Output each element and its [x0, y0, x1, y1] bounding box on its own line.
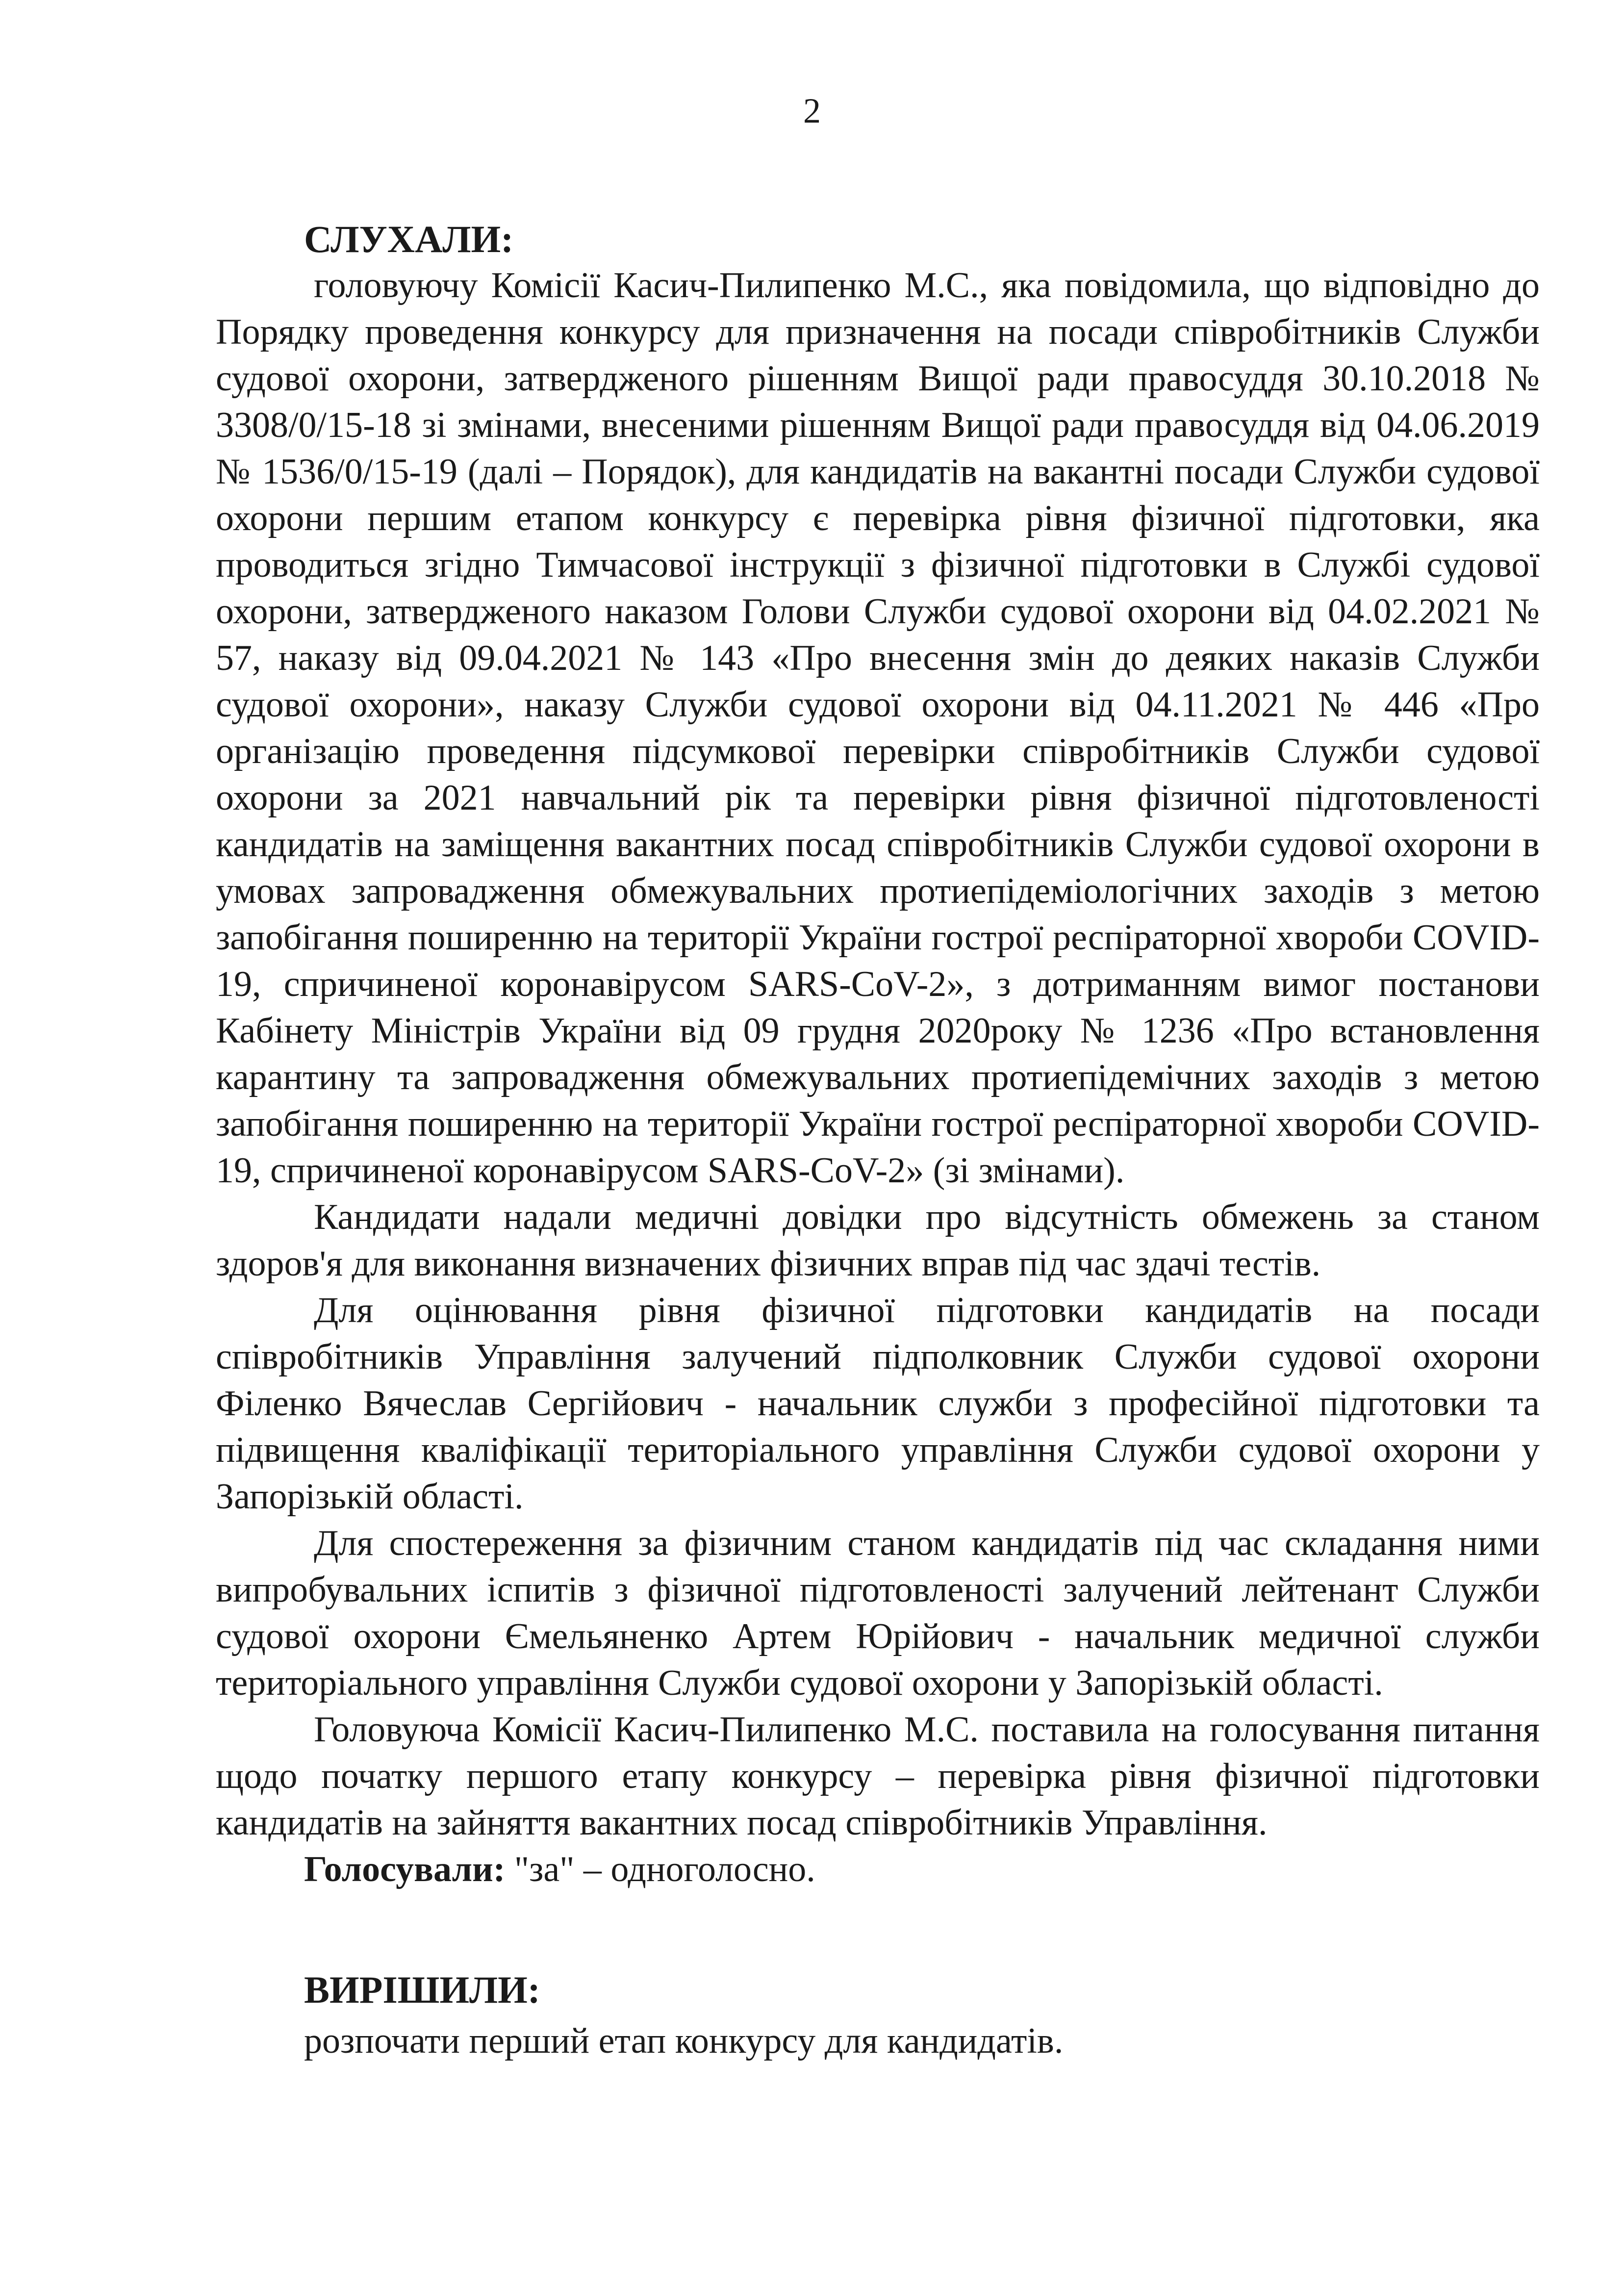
- decision-text: розпочати перший етап конкурсу для кандидатів.: [304, 2021, 1064, 2061]
- heard-heading: СЛУХАЛИ:: [304, 218, 514, 260]
- vote-line: [304, 1846, 1540, 1893]
- decided-heading: ВИРІШИЛИ:: [304, 1968, 540, 2011]
- page-number: 2: [803, 91, 821, 130]
- vote-result: "за" – одноголосно.: [505, 1849, 815, 1889]
- document-body: [216, 216, 1540, 2065]
- paragraph-assessor: Для оцінювання рівня фізичної підготовки кандидатів на посади співробітників Управління залучений підполковник Служби судової охорони Філенко Вячеслав Сергійович - начальник служби з професійної підготовки та підвищення кваліфікації територіального управління Служби судової охорони у Запорізькій області.: [216, 1290, 1540, 1517]
- paragraph-vote-proposal: Головуюча Комісії Касич-Пилипенко М.С. поставила на голосування питання щодо початку першого етапу конкурсу – перевірка рівня фізичної підготовки кандидатів на зайняття вакантних посад співробітників Управління.: [216, 1709, 1540, 1843]
- paragraph-medical-certificates: Кандидати надали медичні довідки про відсутність обмежень за станом здоров'я для виконання визначених фізичних вправ під час здачі тестів.: [216, 1197, 1540, 1284]
- vote-label: Голосували:: [304, 1849, 506, 1889]
- paragraph-medical-observer: Для спостереження за фізичним станом кандидатів під час складання ними випробувальних іспитів з фізичної підготовленості залучений лейтенант Служби судової охорони Ємельяненко Артем Юрійович - начальник медичної служби територіального управління Служби судової охорони у Запорізькій області.: [216, 1523, 1540, 1703]
- paragraph-heard-report: головуючу Комісії Касич-Пилипенко М.С., яка повідомила, що відповідно до Порядку проведення конкурсу для призначення на посади співробітників Служби судової охорони, затвердженого рішенням Вищої ради правосуддя 30.10.2018 № 3308/0/15-18 зі змінами, внесеними рішенням Вищої ради правосуддя від 04.06.2019 № 1536/0/15-19 (далі – Порядок), для кандидатів на вакантні посади Служби судової охорони першим етапом конкурсу є перевірка рівня фізичної підготовки, яка проводиться згідно Тимчасової інструкції з фізичної підготовки в Службі судової охорони, затвердженого наказом Голови Служби судової охорони від 04.02.2021 № 57, наказу від 09.04.2021 № 143 «Про внесення змін до деяких наказів Служби судової охорони», наказу Служби судової охорони від 04.11.2021 № 446 «Про організацію проведення підсумкової перевірки співробітників Служби судової охорони за 2021 навчальний рік та перевірки рівня фізичної підготовленості кандидатів на заміщення вакантних посад співробітників Служби судової охорони в умовах запровадження обмежувальних протиепідеміологічних заходів з метою запобігання поширенню на території України гострої респіраторної хвороби COVID-19, спричиненої коронавірусом SARS-CoV-2», з дотриманням вимог постанови Кабінету Міністрів України від 09 грудня 2020року № 1236 «Про встановлення карантину та запровадження обмежувальних протиепідемічних заходів з метою запобігання поширенню на території України гострої респіраторної хвороби COVID-19, спричиненої коронавірусом SARS-CoV-2» (зі змінами).: [216, 265, 1540, 1191]
